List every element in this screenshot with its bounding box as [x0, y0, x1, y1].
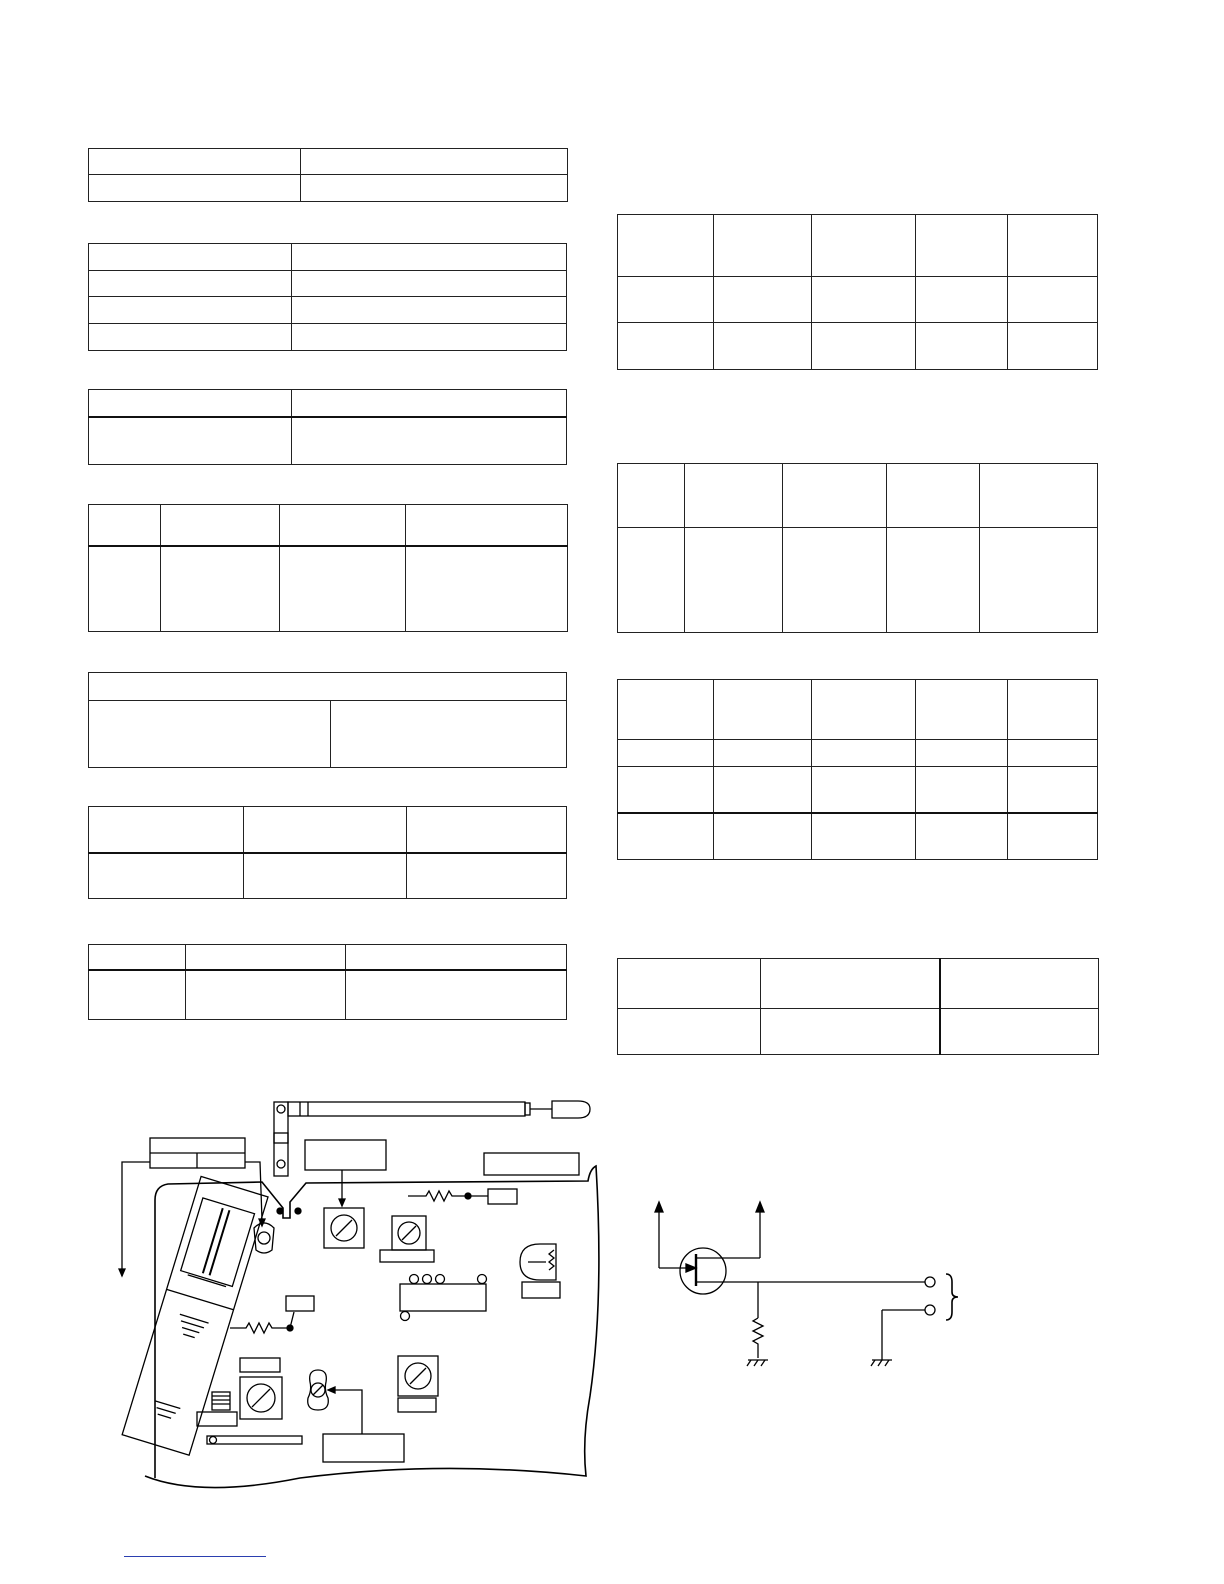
circuit-schematic [655, 1202, 958, 1366]
brace [946, 1274, 958, 1320]
callout-box [323, 1434, 404, 1462]
battery-holder [122, 1176, 268, 1455]
ic-chip [400, 1284, 486, 1311]
footer-link-underline [124, 1556, 266, 1557]
callout-box [305, 1140, 386, 1170]
pcb-board-outline [145, 1166, 599, 1488]
callout-box [484, 1153, 579, 1175]
output-terminal [925, 1277, 935, 1287]
jack-connector [254, 1223, 274, 1253]
antenna-rod [288, 1102, 525, 1116]
resistor-symbol [753, 1318, 763, 1358]
coil [212, 1392, 230, 1410]
output-terminal [925, 1305, 935, 1315]
pcb-layout-diagram [119, 1101, 599, 1488]
